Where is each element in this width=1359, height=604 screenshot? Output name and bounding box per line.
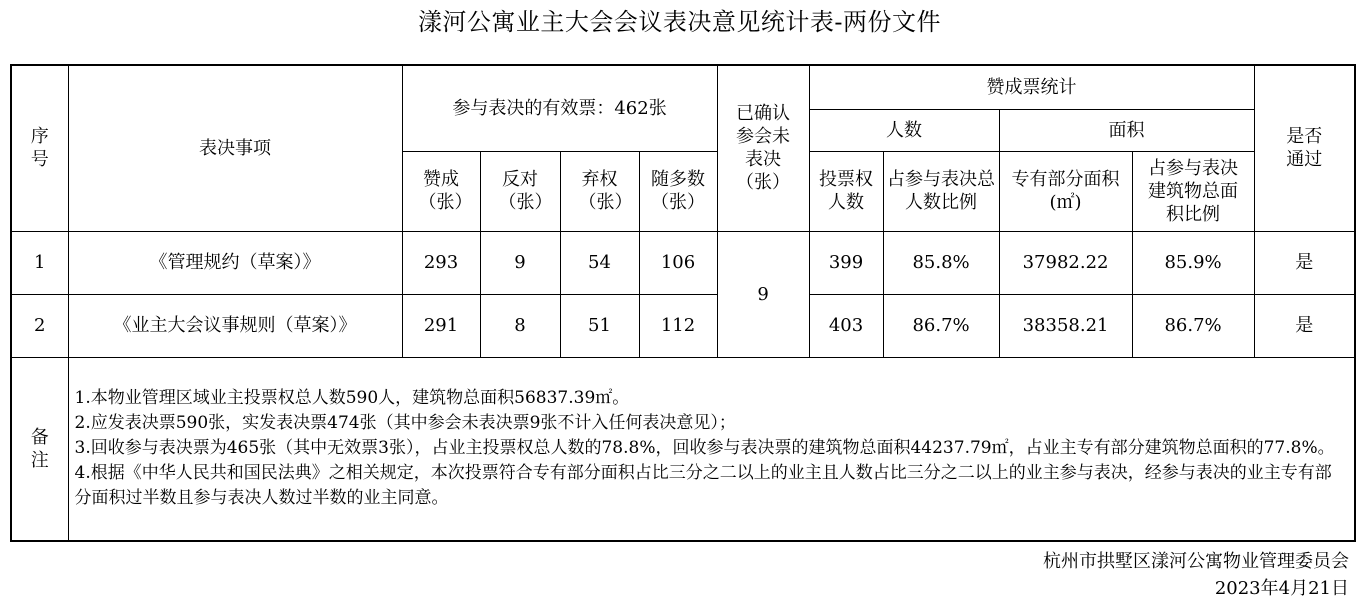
row-passed: 是 xyxy=(1254,294,1355,357)
notes-content xyxy=(68,357,1355,541)
row-oppose: 9 xyxy=(480,231,560,294)
note-4: 4.根据《中华人民共和国民法典》之相关规定，本次投票符合专有部分面积占比三分之二以上的业主且人数占比三分之二以上的业主参与表决，经参与表决的业主专有部分面积过半数且参与表决人数过半数的业主同意。 xyxy=(74,463,1332,509)
note-3: 3.回收参与表决票为465张（其中无效票3张），占业主投票权总人数的78.8%，回收参与表决票的建筑物总面积44237.79㎡，占业主专有部分建筑物总面积的77.8%。 xyxy=(74,438,1335,459)
header-approval-stats: 赞成票统计 xyxy=(809,65,1254,109)
table-row xyxy=(11,294,1355,357)
row-exclusive-area: 38358.21 xyxy=(999,294,1132,357)
row-area-ratio: 86.7% xyxy=(1132,294,1254,357)
row-oppose: 8 xyxy=(480,294,560,357)
header-abstain: 弃权（张） xyxy=(560,151,639,231)
vote-statistics-table xyxy=(10,64,1356,542)
header-item: 表决事项 xyxy=(68,65,402,231)
row-majority: 112 xyxy=(639,294,717,357)
header-valid-votes: 参与表决的有效票：462张 xyxy=(402,65,717,151)
row-item: 《业主大会议事规则（草案）》 xyxy=(68,294,402,357)
row-item: 《管理规约（草案）》 xyxy=(68,231,402,294)
notes-label: 备注 xyxy=(11,357,68,541)
note-2: 2.应发表决票590张，实发表决票474张（其中参会未表决票9张不计入任何表决意见）； xyxy=(74,413,736,434)
header-oppose: 反对（张） xyxy=(480,151,560,231)
header-confirmed-no-vote: 已确认参会未表决（张） xyxy=(717,65,809,231)
header-people: 人数 xyxy=(809,109,999,151)
row-majority: 106 xyxy=(639,231,717,294)
note-1: 1.本物业管理区域业主投票权总人数590人，建筑物总面积56837.39㎡。 xyxy=(74,388,630,409)
footer-date: 2023年4月21日 xyxy=(1214,578,1349,599)
footer-org: 杭州市拱墅区漾河公寓物业管理委员会 xyxy=(1043,551,1349,572)
row-voting-people: 399 xyxy=(809,231,883,294)
page-title: 漾河公寓业主大会会议表决意见统计表-两份文件 xyxy=(417,8,942,36)
table-row xyxy=(11,231,1355,294)
header-people-ratio: 占参与表决总人数比例 xyxy=(883,151,999,231)
header-voting-people: 投票权人数 xyxy=(809,151,883,231)
row-agree: 291 xyxy=(402,294,480,357)
header-majority: 随多数（张） xyxy=(639,151,717,231)
row-people-ratio: 85.8% xyxy=(883,231,999,294)
header-area-ratio: 占参与表决建筑物总面积比例 xyxy=(1132,151,1254,231)
row-seq: 1 xyxy=(11,231,68,294)
row-agree: 293 xyxy=(402,231,480,294)
row-exclusive-area: 37982.22 xyxy=(999,231,1132,294)
header-agree: 赞成（张） xyxy=(402,151,480,231)
row-voting-people: 403 xyxy=(809,294,883,357)
row-area-ratio: 85.9% xyxy=(1132,231,1254,294)
header-exclusive-area: 专有部分面积(㎡) xyxy=(999,151,1132,231)
header-passed: 是否通过 xyxy=(1254,65,1355,231)
row-passed: 是 xyxy=(1254,231,1355,294)
row-people-ratio: 86.7% xyxy=(883,294,999,357)
header-seq: 序号 xyxy=(11,65,68,231)
confirmed-no-vote-value: 9 xyxy=(717,231,809,357)
notes-row xyxy=(11,357,1355,541)
row-seq: 2 xyxy=(11,294,68,357)
row-abstain: 51 xyxy=(560,294,639,357)
row-abstain: 54 xyxy=(560,231,639,294)
header-area: 面积 xyxy=(999,109,1254,151)
